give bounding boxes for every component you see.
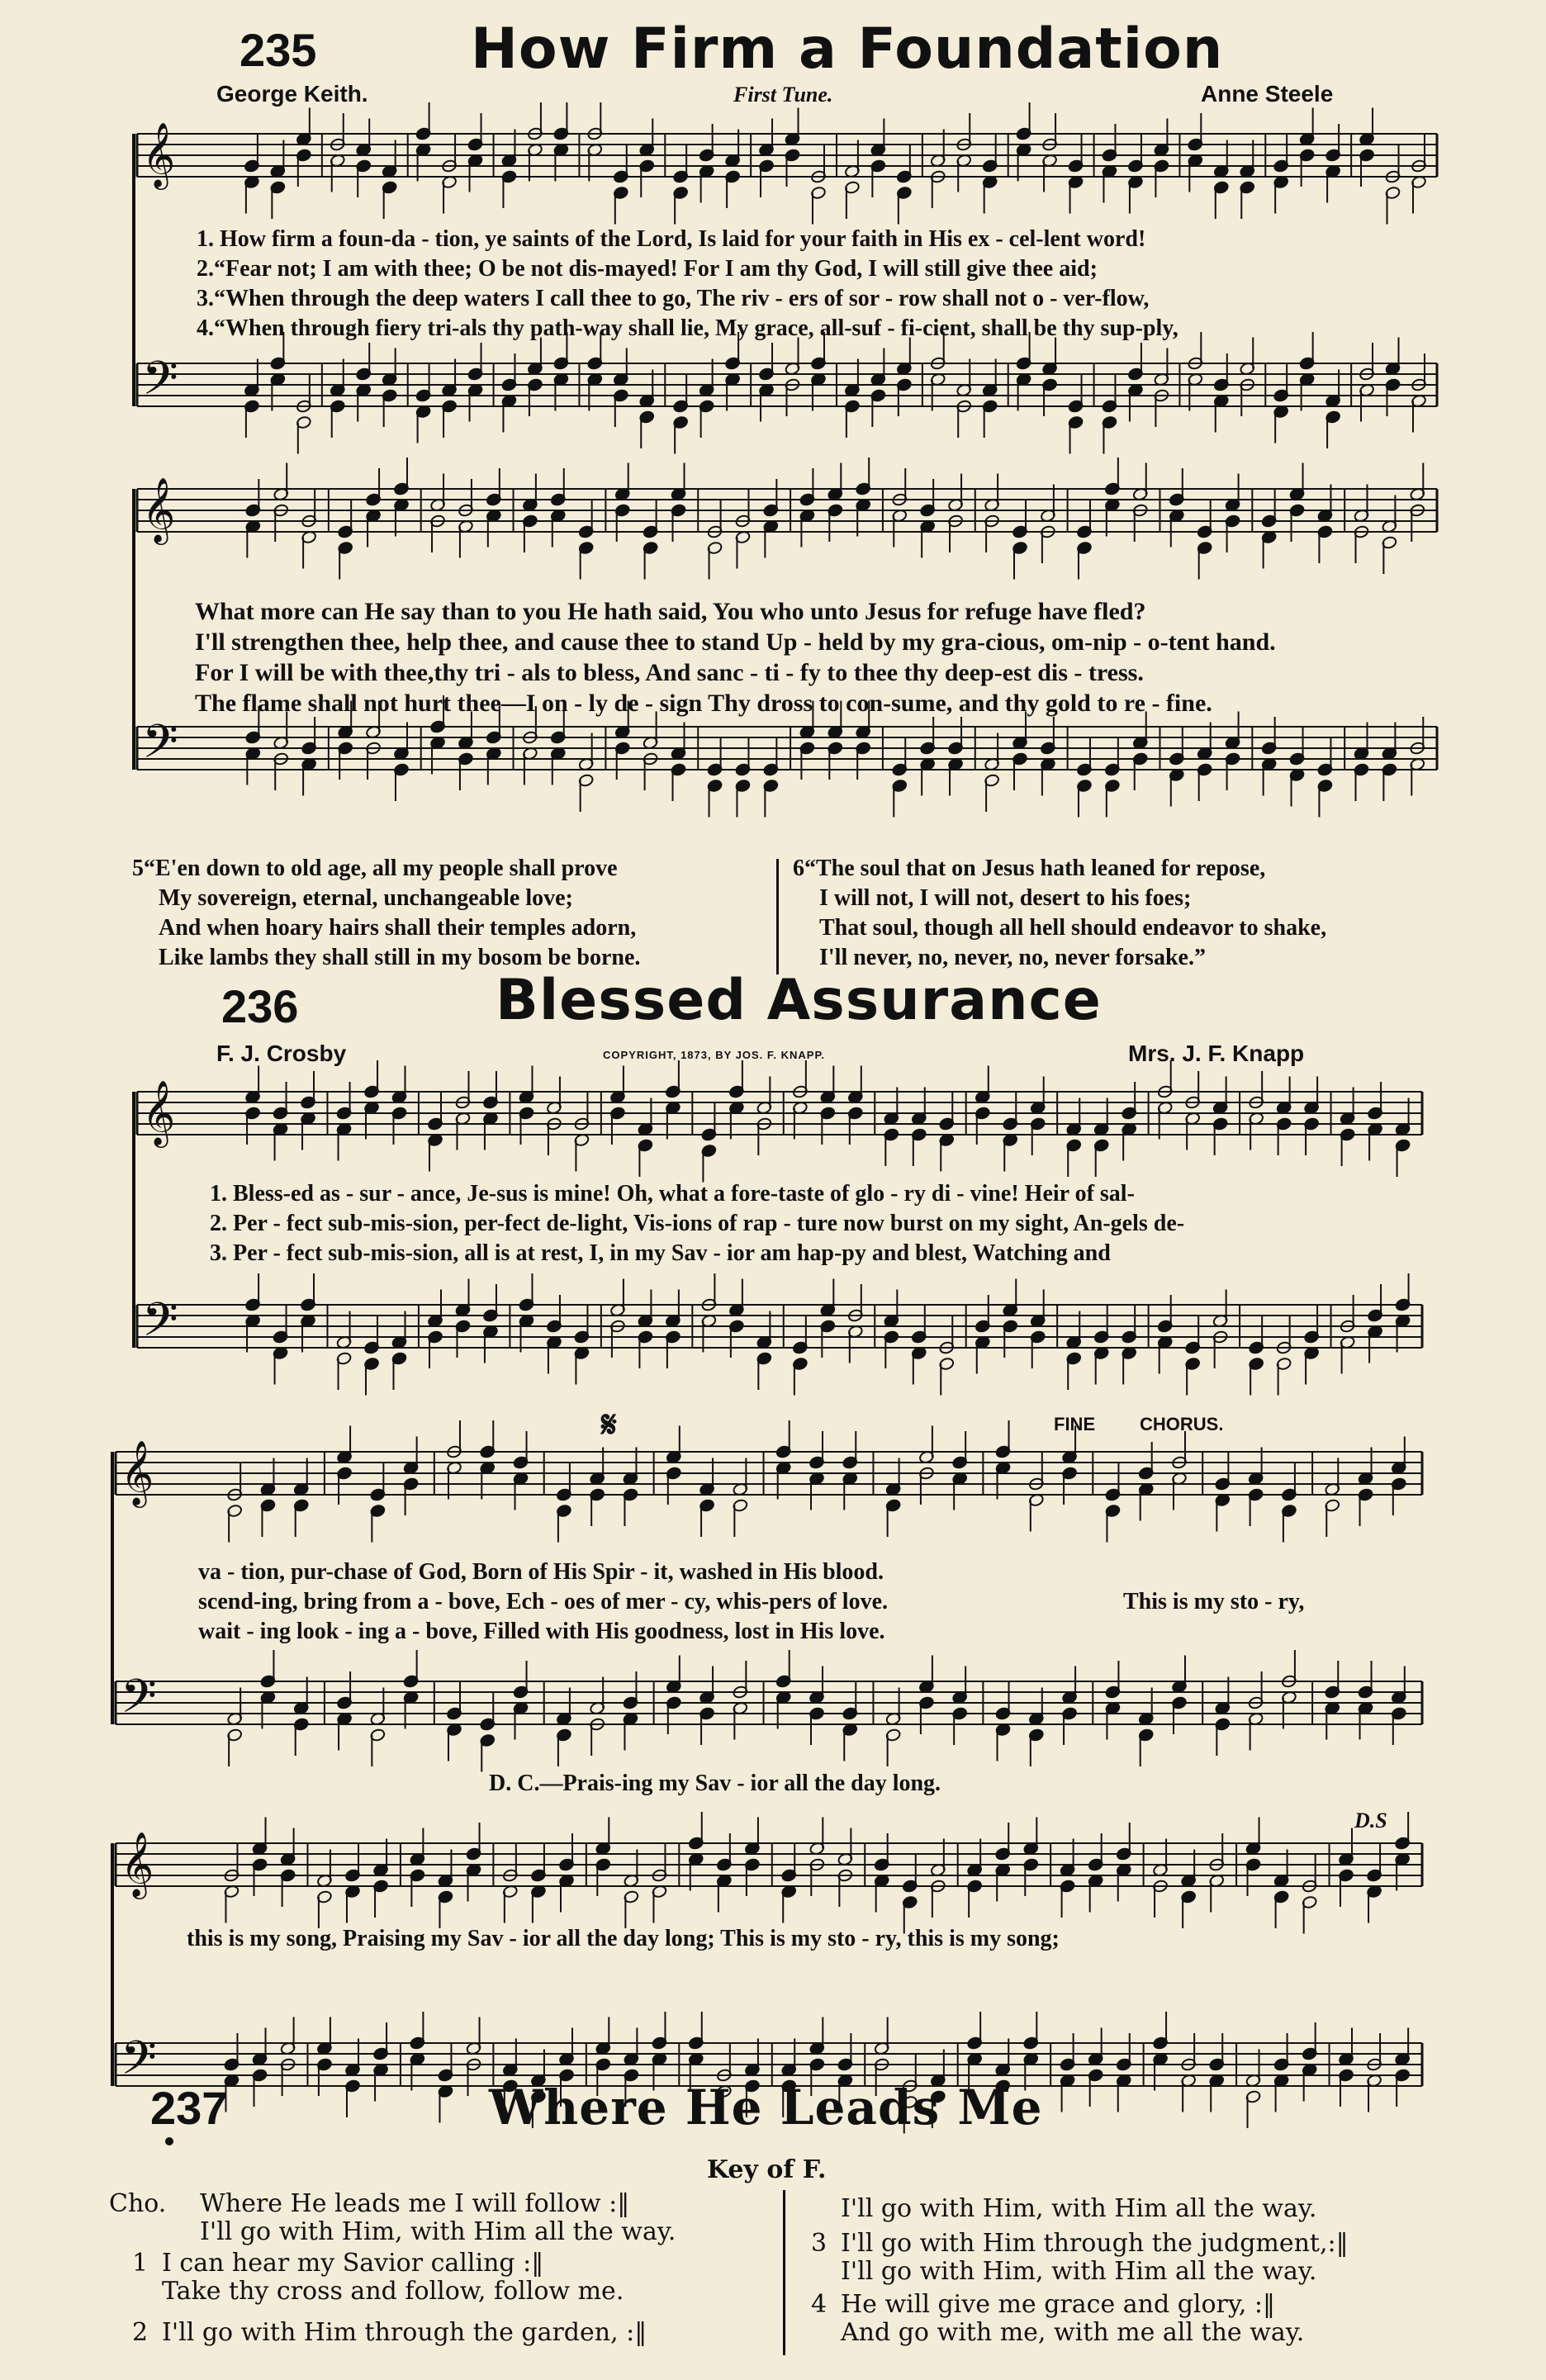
author-credit: F. J. Crosby xyxy=(216,1041,347,1066)
lyric-line: wait - ing look - ing a - bove, Filled with His goodness, lost in His love. xyxy=(198,1619,885,1644)
lyric-line: 2. Per - fect sub-mis-sion, per-fect de-light, Vis-ions of rap - ture now burst on my sight, An-gels de- xyxy=(210,1211,1185,1236)
lyric-line: What more can He say than to you He hath said, You who unto Jesus for refuge have fled? xyxy=(195,598,1146,625)
stanza-line: I will not, I will not, desert to his foes; xyxy=(819,885,1192,911)
verse-number: 3 xyxy=(811,2229,828,2258)
chorus-block xyxy=(200,2190,676,2246)
hymn-number: 235 xyxy=(239,24,317,76)
text-line: I'll go with Him, with Him all the way. xyxy=(841,2257,1317,2286)
text-line: I'll go with Him through the garden, :‖ xyxy=(162,2318,647,2347)
tune-label: First Tune. xyxy=(733,83,833,107)
lyric-line: scend-ing, bring from a - bove, Ech - oes of mer - cy, whis-pers of love. xyxy=(198,1589,888,1614)
lyric-line: 1. How firm a foun-da - tion, ye saints of the Lord, Is laid for your faith in His ex - cel-lent word! xyxy=(197,226,1146,252)
author-credit: Anne Steele xyxy=(1201,81,1334,107)
lyric-block xyxy=(210,1179,1184,1268)
text-line: I'll go with Him, with Him all the way. xyxy=(200,2217,676,2246)
bass-clef-icon: 𝄢 xyxy=(142,715,178,780)
text-line: I'll go with Him through the judgment,:‖ xyxy=(841,2229,1349,2258)
segno-sign: 𝄋 xyxy=(601,1404,617,1446)
column-divider xyxy=(783,2190,785,2355)
verse-block xyxy=(162,2319,647,2347)
lyric-line: va - tion, pur-chase of God, Born of His Spir - it, washed in His blood. xyxy=(198,1559,884,1585)
bass-clef-icon: 𝄢 xyxy=(142,352,178,417)
lyric-line: 2.“Fear not; I am with thee; O be not dis-mayed! For I am thy God, I will still give thee aid; xyxy=(197,256,1098,282)
lyric-line: this is my song, Praising my Sav - ior all the day long; This is my sto - ry, this is my song; xyxy=(187,1926,1060,1951)
lyric-line: 3.“When through the deep waters I call thee to go, The riv - ers of sor - row shall not o - ver-flow, xyxy=(197,286,1150,311)
treble-clef-icon: 𝄞 xyxy=(121,1440,154,1505)
text-line: And go with me, with me all the way. xyxy=(841,2318,1305,2347)
lyric-block xyxy=(195,596,1276,718)
lyric-line: 3. Per - fect sub-mis-sion, all is at rest, I, in my Sav - ior am hap-py and blest, Watching and xyxy=(210,1240,1111,1266)
ds-marker: D.S xyxy=(1354,1809,1387,1832)
copyright-notice: COPYRIGHT, 1873, BY JOS. F. KNAPP. xyxy=(603,1049,826,1061)
stanza-5 xyxy=(132,854,640,973)
lyric-block xyxy=(197,225,1178,344)
treble-clef-icon: 𝄞 xyxy=(142,477,176,543)
stanza-6 xyxy=(793,854,1326,973)
dc-lyric: D. C.—Prais-ing my Sav - ior all the day long. xyxy=(489,1771,941,1796)
key-label: Key of F. xyxy=(707,2155,827,2184)
bass-clef-icon: 𝄢 xyxy=(121,2032,157,2097)
verse-number: 1 xyxy=(132,2249,149,2278)
composer-credit: Mrs. J. F. Knapp xyxy=(1128,1041,1305,1066)
column-divider xyxy=(776,859,779,974)
stanza-line: And when hoary hairs shall their temples adorn, xyxy=(159,915,637,941)
treble-clef-icon: 𝄞 xyxy=(121,1832,154,1897)
verse-block xyxy=(841,2291,1304,2347)
lyric-line: For I will be with thee,thy tri - als to bless, And sanc - ti - fy to thee thy deep-est dis - tress. xyxy=(195,659,1144,686)
composer-credit: George Keith. xyxy=(216,81,368,107)
lyric-block xyxy=(198,1557,888,1647)
lyric-line: 1. Bless-ed as - sur - ance, Je-sus is mine! Oh, what a fore-taste of glo - ry di - vine! Heir of sal- xyxy=(210,1181,1135,1207)
text-line: He will give me grace and glory, :‖ xyxy=(841,2290,1276,2319)
chorus-lyric: This is my sto - ry, xyxy=(1123,1589,1305,1614)
hymn-number: 237 xyxy=(150,2082,228,2134)
text-line: Where He leads me I will follow :‖ xyxy=(200,2189,630,2218)
lyric-line: The flame shall not hurt thee—I on - ly de - sign Thy dross to con-sume, and thy gold to re - fine. xyxy=(195,690,1212,717)
hymn-title: Blessed Assurance xyxy=(496,968,1102,1033)
bass-clef-icon: 𝄢 xyxy=(142,1293,178,1358)
verse-number: 2 xyxy=(132,2318,149,2347)
bass-clef-icon: 𝄢 xyxy=(121,1670,157,1735)
stanza-line: Like lambs they shall still in my bosom be borne. xyxy=(159,945,641,970)
verse-number: 4 xyxy=(811,2290,828,2319)
hymn-title: Where He Leads Me xyxy=(489,2079,1043,2136)
text-line: I can hear my Savior calling :‖ xyxy=(162,2249,544,2278)
text-line: Take thy cross and follow, follow me. xyxy=(162,2277,624,2306)
lyric-line: 4.“When through fiery tri-als thy path-way shall lie, My grace, all-suf - fi-cient, shall be thy sup-ply, xyxy=(197,315,1178,341)
stanza-line: I'll never, no, never, no, never forsake.” xyxy=(819,945,1206,970)
hymn-number: 236 xyxy=(221,980,299,1032)
hymn-title: How Firm a Foundation xyxy=(471,17,1224,82)
treble-clef-icon: 𝄞 xyxy=(142,1080,176,1145)
stanza-line: 5“E'en down to old age, all my people shall prove xyxy=(132,856,618,881)
text-line: I'll go with Him, with Him all the way. xyxy=(841,2194,1317,2223)
verse-block xyxy=(841,2230,1349,2286)
stanza-line: My sovereign, eternal, unchangeable love; xyxy=(159,885,573,911)
lyric-line: I'll strengthen thee, help thee, and cause thee to stand Up - held by my gra-cious, om-nip - o-tent hand. xyxy=(195,628,1276,656)
verse-block xyxy=(162,2250,624,2306)
chorus-label: Cho. xyxy=(109,2189,167,2218)
stanza-line: That soul, though all hell should endeavor to shake, xyxy=(819,915,1327,941)
fine-marker: FINE xyxy=(1054,1414,1096,1434)
verse-block xyxy=(841,2195,1316,2223)
chorus-marker: CHORUS. xyxy=(1140,1414,1224,1434)
treble-clef-icon: 𝄞 xyxy=(142,122,176,187)
bullet-dot xyxy=(165,2137,173,2145)
stanza-line: 6“The soul that on Jesus hath leaned for repose, xyxy=(793,856,1266,881)
